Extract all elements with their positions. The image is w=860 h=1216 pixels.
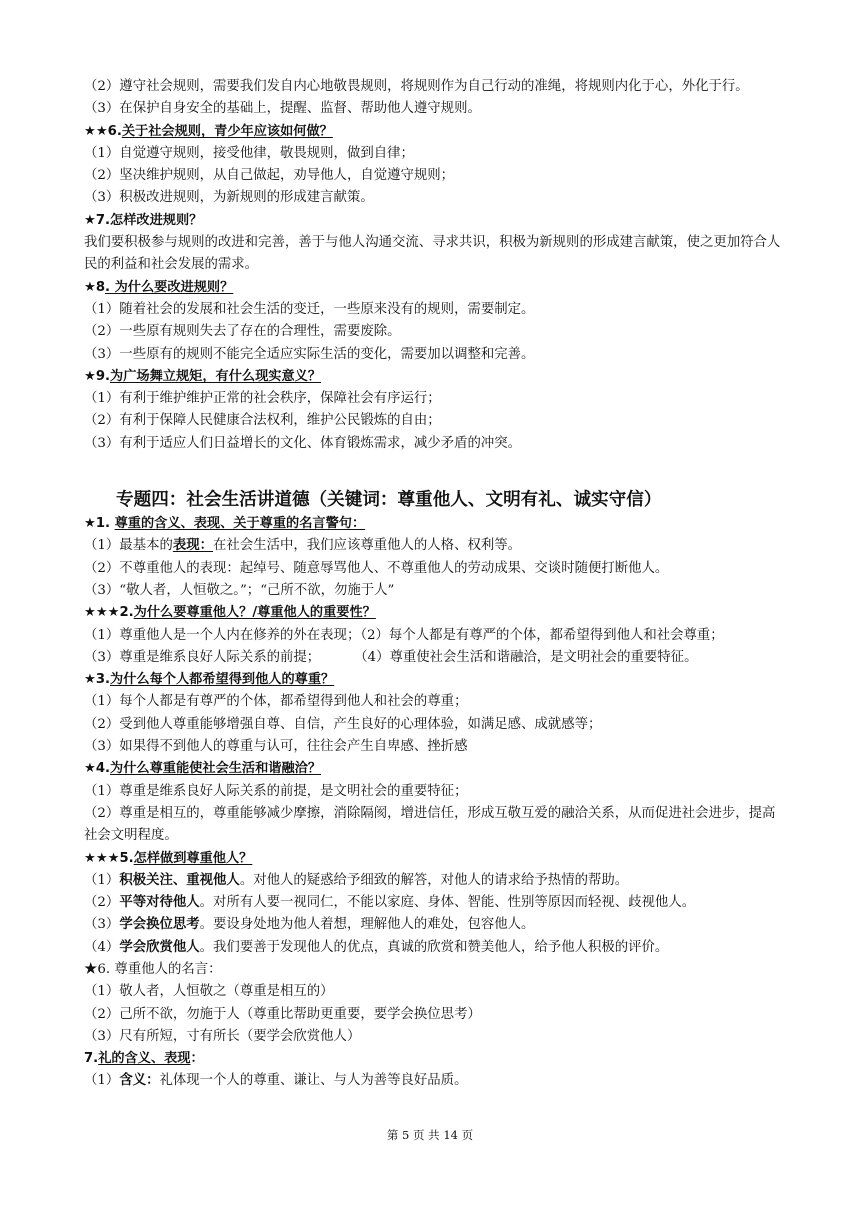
topic-title: 专题四：社会生活讲道德（关键词：尊重他人、文明有礼、诚实守信） xyxy=(116,490,662,511)
question-number: 7. xyxy=(84,1051,99,1067)
question-number: ★7. xyxy=(84,212,111,228)
question-number: ★4. xyxy=(84,761,111,777)
question-heading xyxy=(84,513,784,535)
text-line: （2）己所不欲，勿施于人（尊重比帮助更重要，要学会换位思考） xyxy=(84,1006,481,1022)
question-heading xyxy=(84,210,784,232)
text-line: （3）一些原有的规则不能完全适应实际生活的变化，需要加以调整和完善。 xyxy=(84,346,535,362)
text-part-a: （3）尊重是维系良好人际关系的前提； xyxy=(84,649,321,665)
question-heading xyxy=(84,121,784,143)
text-prefix: （1）最基本的 xyxy=(84,538,173,554)
question-number: ★★6. xyxy=(84,123,122,139)
text-line xyxy=(84,870,784,892)
text-body: 。要设身处地为他人着想，理解他人的难处，包容他人。 xyxy=(199,917,535,933)
text-line: （3）积极改进规则，为新规则的形成建言献策。 xyxy=(84,190,374,206)
question-number: ★★★5. xyxy=(84,850,134,866)
question-heading xyxy=(84,1048,784,1070)
text-line xyxy=(84,937,784,959)
question-text: 关于社会规则，青少年应该如何做？ xyxy=(121,123,333,139)
text-line: （3）有利于适应人们日益增长的文化、体育锻炼需求，减少矛盾的冲突。 xyxy=(84,435,522,451)
question-number: ★★★2. xyxy=(84,605,134,621)
question-text: 怎样改进规则？ xyxy=(110,212,203,228)
question-heading xyxy=(84,758,784,780)
text-line: （3）如果得不到他人的尊重与认可，往往会产生自卑感、挫折感 xyxy=(84,739,468,755)
text-line: （2）一些原有规则失去了存在的合理性，需要废除。 xyxy=(84,324,401,340)
text-line xyxy=(84,1070,784,1092)
question-text: 为什么尊重能使社会生活和谐融洽？ xyxy=(110,761,322,777)
text-line: （2）遵守社会规则，需要我们发自内心地敬畏规则，将规则作为自己行动的准绳，将规则内化于心，外化于行。 xyxy=(84,79,749,94)
text-line: （1）随着社会的发展和社会生活的变迁，一些原来没有的规则，需要制定。 xyxy=(84,301,535,317)
question-text: 为什么要尊重他人？/尊重他人的重要性？ xyxy=(133,605,376,621)
text-line xyxy=(84,647,784,669)
text-line: （2）不尊重他人的表现：起绰号、随意辱骂他人、不尊重他人的劳动成果、交谈时随便打断他人。 xyxy=(84,560,669,576)
text-line: （2）受到他人尊重能够增强自尊、自信，产生良好的心理体验，如满足感、成就感等； xyxy=(84,716,602,732)
text-line: （1）自觉遵守规则，接受他律，敬畏规则，做到自律； xyxy=(84,145,414,161)
text-line: 我们要积极参与规则的改进和完善，善于与他人沟通交流、寻求共识，积极为新规则的形成建言献策，使之更加符合人民的利益和社会发展的需求。 xyxy=(84,235,781,273)
question-heading xyxy=(84,848,784,870)
keyword: 学会换位思考 xyxy=(119,917,200,933)
text-line: （1）每个人都是有尊严的个体，都希望得到他人和社会的尊重； xyxy=(84,694,468,710)
section-rules xyxy=(84,76,784,455)
text-body: 礼体现一个人的尊重、谦让、与人为善等良好品质。 xyxy=(159,1073,468,1089)
text-line: （2）尊重是相互的，尊重能够减少摩擦，消除隔阂，增进信任，形成互敬互爱的融洽关系，从而促进社会进步，提高社会文明程度。 xyxy=(84,805,776,844)
question-heading xyxy=(84,602,784,624)
text-line: （3）尺有所短，寸有所长（要学会欣赏他人） xyxy=(84,1028,361,1044)
text-part-b: （4）尊重使社会生活和谐融洽，是文明社会的重要特征。 xyxy=(354,649,698,665)
text-line: （3）在保护自身安全的基础上，提醒、监督、帮助他人遵守规则。 xyxy=(84,101,481,117)
text-line: （2）坚决维护规则，从自己做起，劝导他人，自觉遵守规则； xyxy=(84,168,455,184)
question-suffix: ： xyxy=(190,1051,204,1067)
keyword: 表现： xyxy=(172,538,214,554)
keyword: 积极关注、重视他人 xyxy=(119,872,240,888)
question-heading xyxy=(84,366,784,388)
question-text: 为广场舞立规矩，有什么现实意义？ xyxy=(110,368,322,384)
question-text: 礼的含义、表现 xyxy=(98,1051,191,1067)
question-text: . 为什么要改进规则？ xyxy=(105,279,234,295)
question-number: ★8 xyxy=(84,279,105,295)
keyword: 含义： xyxy=(119,1073,160,1089)
text-line: （3）“敬人者，人恒敬之。”；“己所不欲，勿施于人” xyxy=(84,582,395,598)
text-prefix: （4） xyxy=(84,939,120,955)
text-line xyxy=(84,914,784,936)
question-number: ★9. xyxy=(84,368,111,384)
text-line: ★6. 尊重他人的名言： xyxy=(84,961,222,977)
question-text: 怎样做到尊重他人？ xyxy=(133,850,253,866)
text-prefix: （3） xyxy=(84,917,120,933)
keyword: 平等对待他人 xyxy=(119,895,200,911)
text-line xyxy=(84,892,784,914)
text-line: （1）敬人者，人恒敬之（尊重是相互的） xyxy=(84,984,334,1000)
question-text: 为什么每个人都希望得到他人的尊重？ xyxy=(110,672,335,688)
section-gap xyxy=(84,455,784,479)
question-number: ★3. xyxy=(84,672,111,688)
text-body: 。我们要善于发现他人的优点，真诚的欣赏和赞美他人，给予他人积极的评价。 xyxy=(199,939,669,955)
document-page xyxy=(84,76,784,1093)
question-heading xyxy=(84,669,784,691)
keyword: 学会欣赏他人 xyxy=(119,939,200,955)
question-number: ★1. xyxy=(84,516,115,532)
page-footer: 第 5 页 共 14 页 xyxy=(386,1128,474,1142)
text-prefix: （1） xyxy=(84,872,120,888)
text-line: （1）尊重他人是一个人内在修养的外在表现；（2）每个人都是有尊严的个体，都希望得到他人和社会尊重； xyxy=(84,627,724,643)
text-body: 。对所有人要一视同仁，不能以家庭、身体、智能、性别等原因而轻视、歧视他人。 xyxy=(199,895,696,911)
text-prefix: （1） xyxy=(84,1073,120,1089)
text-line xyxy=(84,535,784,557)
question-heading xyxy=(84,277,784,299)
text-line: （1）有利于维护维护正常的社会秩序，保障社会有序运行； xyxy=(84,391,441,407)
text-line: （2）有利于保障人民健康合法权利，维护公民锻炼的自由； xyxy=(84,413,441,429)
text-line: （1）尊重是维系良好人际关系的前提，是文明社会的重要特征； xyxy=(84,783,468,799)
section-respect xyxy=(84,513,784,1093)
text-body: 在社会生活中，我们应该尊重他人的人格、权利等。 xyxy=(213,538,522,554)
question-text: 尊重的含义、表现、关于尊重的名言警句： xyxy=(114,516,366,532)
text-prefix: （2） xyxy=(84,895,120,911)
text-body: 。对他人的疑惑给予细致的解答，对他人的请求给予热情的帮助。 xyxy=(239,872,629,888)
